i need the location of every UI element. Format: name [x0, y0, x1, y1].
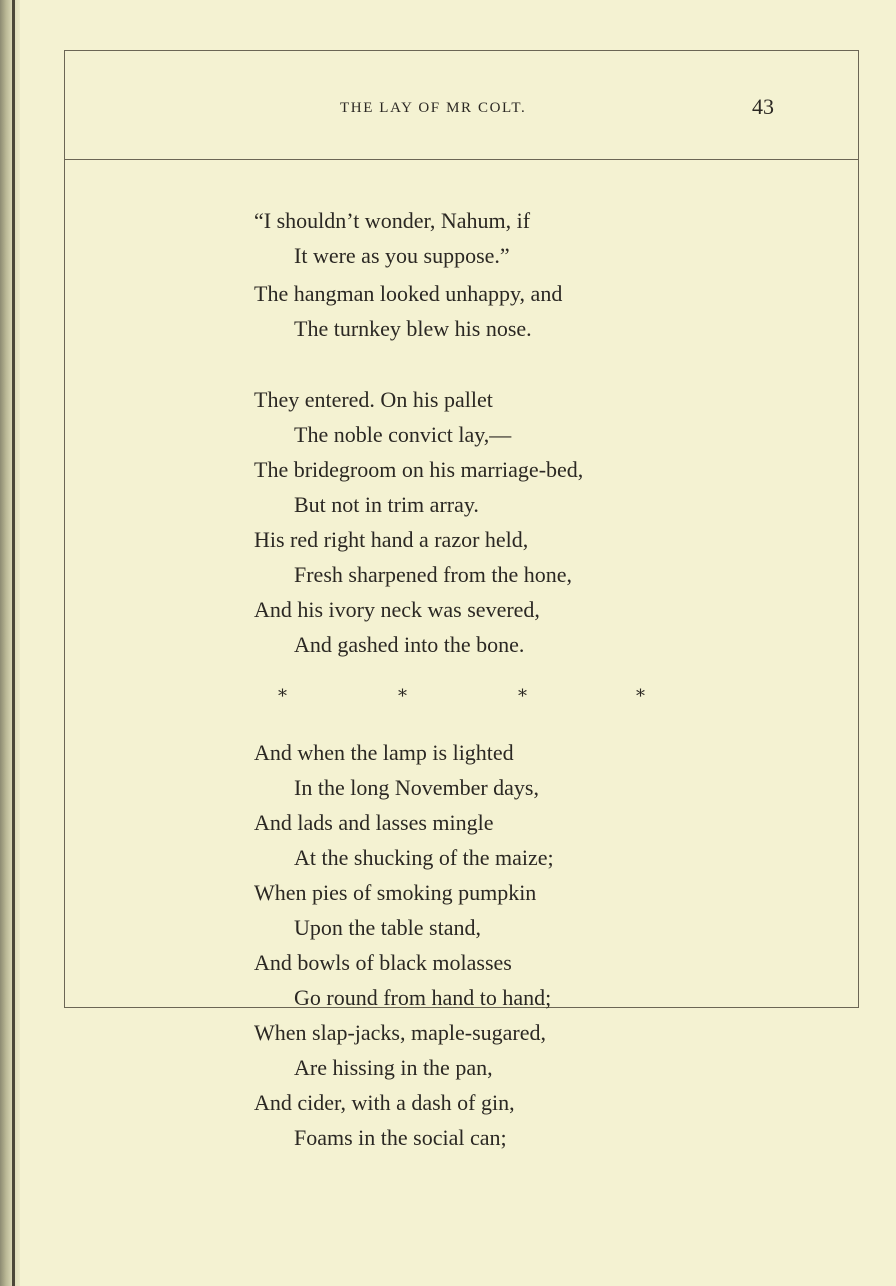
running-title: THE LAY OF MR COLT.: [340, 100, 527, 116]
section-break-star: *: [636, 686, 645, 707]
poem-line: Foams in the social can;: [294, 1125, 507, 1150]
poem-line: The noble convict lay,—: [294, 422, 512, 447]
section-break: [254, 686, 654, 710]
poem-line: In the long November days,: [294, 775, 539, 800]
section-break-star: *: [398, 686, 407, 707]
poem-line: The hangman looked unhappy, and: [254, 281, 563, 306]
poem-line: Fresh sharpened from the hone,: [294, 562, 572, 587]
poem-line: Go round from hand to hand;: [294, 985, 552, 1010]
poem-line: At the shucking of the maize;: [294, 845, 554, 870]
book-spine: [0, 0, 20, 1286]
poem-line: Are hissing in the pan,: [294, 1055, 493, 1080]
poem-line: It were as you suppose.”: [294, 243, 510, 268]
header-rule: [64, 159, 859, 160]
poem-line: And his ivory neck was severed,: [254, 597, 540, 622]
poem-line: “I shouldn’t wonder, Nahum, if: [254, 208, 531, 233]
section-break-star: *: [518, 686, 527, 707]
poem-line: Upon the table stand,: [294, 915, 481, 940]
poem-line: And gashed into the bone.: [294, 632, 525, 657]
page-number: 43: [752, 94, 774, 119]
poem-line: And when the lamp is lighted: [254, 740, 514, 765]
poem-line: The turnkey blew his nose.: [294, 316, 532, 341]
poem-line: And lads and lasses mingle: [254, 810, 494, 835]
poem-line: The bridegroom on his marriage-bed,: [254, 457, 584, 482]
poem-line: But not in trim array.: [294, 492, 479, 517]
poem-line: They entered. On his pallet: [254, 387, 493, 412]
spine-edge: [12, 0, 15, 1286]
poem-line: And bowls of black molasses: [254, 950, 512, 975]
poem-line: And cider, with a dash of gin,: [254, 1090, 515, 1115]
section-break-star: *: [278, 686, 287, 707]
poem-line: When pies of smoking pumpkin: [254, 880, 537, 905]
poem-line: When slap-jacks, maple-sugared,: [254, 1020, 546, 1045]
poem-line: His red right hand a razor held,: [254, 527, 529, 552]
